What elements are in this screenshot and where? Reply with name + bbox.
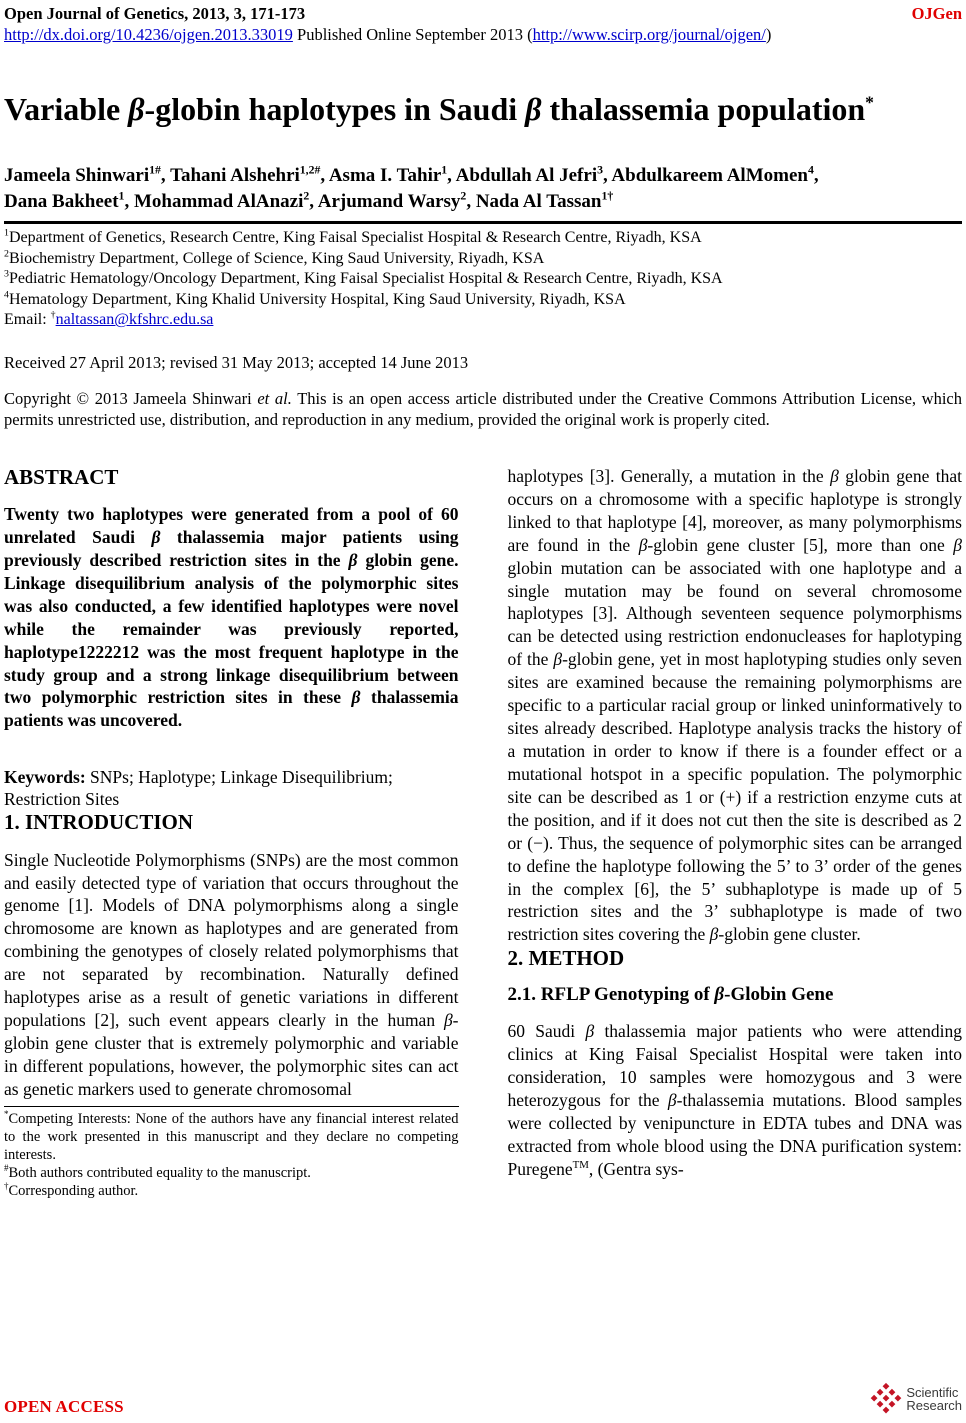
- open-access-label: OPEN ACCESS: [4, 1397, 124, 1416]
- right-column: [508, 465, 963, 1200]
- affiliation-4: $^4$Hematology Department, King Khalid University Hospital, King Saud University, Riyadh, KSA: [4, 289, 626, 308]
- affiliation-2: $^2$Biochemistry Department, College of Science, King Saud University, Riyadh, KSA: [4, 248, 545, 267]
- method-paragraph: 60 Saudi β thalassemia major patients who were attending clinics at King Faisal Specialist Hospital were taken into consideration, 10 samples were homozygous and 3 were heterozygous for the β-thalassemia mutations. Blood samples were collected by venipuncture in EDTA tubes and DNA was extracted from whole blood using the DNA purification system: Puregene™, (Gentra sys-: [507, 1021, 962, 1179]
- journal-header: [4, 4, 962, 45]
- left-column: [4, 465, 459, 1200]
- keywords-text: SNPs; Haplotype; Linkage Disequilibrium; Restriction Sites: [4, 767, 393, 810]
- journal-abbreviation: OJGen: [911, 4, 962, 23]
- introduction-heading: 1. INTRODUCTION: [4, 810, 194, 835]
- paper-title: Variable β-globin haplotypes in Saudi β thalassemia population*: [4, 91, 874, 128]
- affiliation-3: $^3$Pediatric Hematology/Oncology Department, King Faisal Specialist Hospital & Research Centre, Riyadh, KSA: [4, 268, 723, 288]
- two-column-body: [4, 465, 962, 1200]
- scirp-diamonds-icon: [869, 1381, 903, 1417]
- method-heading: 2. METHOD: [507, 946, 625, 971]
- footnote-competing-interests: *Competing Interests: None of the authors have any financial interest related to the work presented in this manuscript and they declare no competing interests.: [4, 1108, 459, 1163]
- keywords-label: Keywords:: [4, 767, 86, 788]
- keywords-line: [4, 766, 459, 810]
- copyright-notice: Copyright © 2013 Jameela Shinwari et al. This is an open access article distributed under the Creative Commons Attribution License, which permits unrestricted use, distribution, and reproduction in any medium, provided the original work is properly cited.: [4, 389, 962, 429]
- logo-wordmark: [906, 1386, 962, 1413]
- inline-link[interactable]: naltassan@kfshrc.edu.sa: [55, 311, 214, 329]
- affiliations-block: [4, 228, 962, 331]
- method-subheading: 2.1. RFLP Genotyping of β-Globin Gene: [507, 984, 834, 1006]
- authors-block: [4, 163, 962, 224]
- journal-citation-line: Open Journal of Genetics, 2013, 3, 171-173: [4, 4, 306, 23]
- abstract-text: Twenty two haplotypes were generated from a pool of 60 unrelated Saudi β thalassemia major patients using previously described restriction sites in the β globin gene. Linkage disequilibrium analysis of the polymorphic sites was also conducted, a few identified haplotypes were novel while the remainder was previously reported, haplotype1222212 was the most frequent haplotype in the study group and a strong linkage disequilibrium between two polymorphic restriction sites in these β thalassemia patients was uncovered.: [4, 504, 459, 731]
- page-footer: [4, 1381, 962, 1417]
- published-online-close: ): [765, 24, 772, 44]
- footnotes-block: [4, 1106, 459, 1201]
- received-dates-line: Received 27 April 2013; revised 31 May 2013; accepted 14 June 2013: [4, 353, 469, 372]
- logo-wordmark-line2: Research: [906, 1398, 962, 1413]
- introduction-continued-paragraph: haplotypes [3]. Generally, a mutation in the β globin gene that occurs on a chromosome with a specific haplotype is strongly linked to that haplotype [4], moreover, as many polymorphisms are found in the β-globin gene cluster [5], more than one β globin mutation can be associated with one haplotype and a single mutation may be found on several chromosome haplotypes [3]. Although seventeen sequence polymorphisms can be detected using restriction endonucleases for haplotyping of the β-globin gene, yet in most haplotyping studies only seven sites are examined because the remaining polymorphisms are specific to a particular racial group or linked uninformatively to sites already described. Haplotype analysis tracks the history of a mutation in order to know if there is a founder effect or a mutational hotspot in a specific population. The polymorphic site can be described as 1 or (+) if a restriction enzyme cuts at the position, and if it does not cut then the site is described as 2 or (−). Thus, the sequence of polymorphic sites can be arranged to define the haplotype following the 5’ to 3’ order of the genes in the complex [6], the 5’ subhaplotype is made up of 5 restriction sites and the 3’ subhaplotype is made of two restriction sites covering the β-globin gene cluster.: [507, 465, 962, 945]
- email-line: Email: †naltassan@kfshrc.edu.sa: [4, 310, 214, 329]
- affiliation-1: $^1$Department of Genetics, Research Centre, King Faisal Specialist Hospital & Research Centre, Riyadh, KSA: [4, 227, 702, 246]
- abstract-heading: ABSTRACT: [4, 464, 119, 489]
- journal-header-left: [4, 4, 771, 45]
- logo-wordmark-line1: Scientific: [906, 1384, 959, 1400]
- authors-line-1: Jameela Shinwari$^{1\#}$, Tahani Alshehri$^{1,2\#}$, Asma I. Tahir$^1$, Abdullah Al Jefri$^3$, Abdulkareem AlMomen$^4$,: [4, 163, 819, 186]
- published-online-line: [4, 25, 771, 46]
- scientific-research-logo: [869, 1381, 962, 1417]
- doi-link[interactable]: http://dx.doi.org/10.4236/ojgen.2013.33019: [4, 24, 293, 44]
- introduction-paragraph: Single Nucleotide Polymorphisms (SNPs) are the most common and easily detected type of variation that occurs throughout the genome [1]. Models of DNA polymorphisms along a single chromosome are known as haplotypes and are generated from combining the genotypes of closely related polymorphisms that are not separated by recombination. Naturally defined haplotypes arise as a result of genetic variations in different populations [2], such event appears clearly in the human β-globin gene cluster that is extremely polymorphic and variable in different populations, however, the polymorphic sites can act as genetic markers used to generate chromosomal: [4, 849, 459, 1099]
- footnote-corresponding-author: †Corresponding author.: [4, 1181, 139, 1200]
- authors-line-2: Dana Bakheet$^1$, Mohammad AlAnazi$^2$, Arjumand Warsy$^2$, Nada Al Tassan$^{1\dagger}$: [4, 189, 614, 212]
- journal-url-link[interactable]: http://www.scirp.org/journal/ojgen/: [532, 24, 766, 44]
- footnote-equal-contribution: #Both authors contributed equality to the manuscript.: [4, 1163, 311, 1182]
- published-online-text: Published Online September 2013 (: [292, 24, 533, 44]
